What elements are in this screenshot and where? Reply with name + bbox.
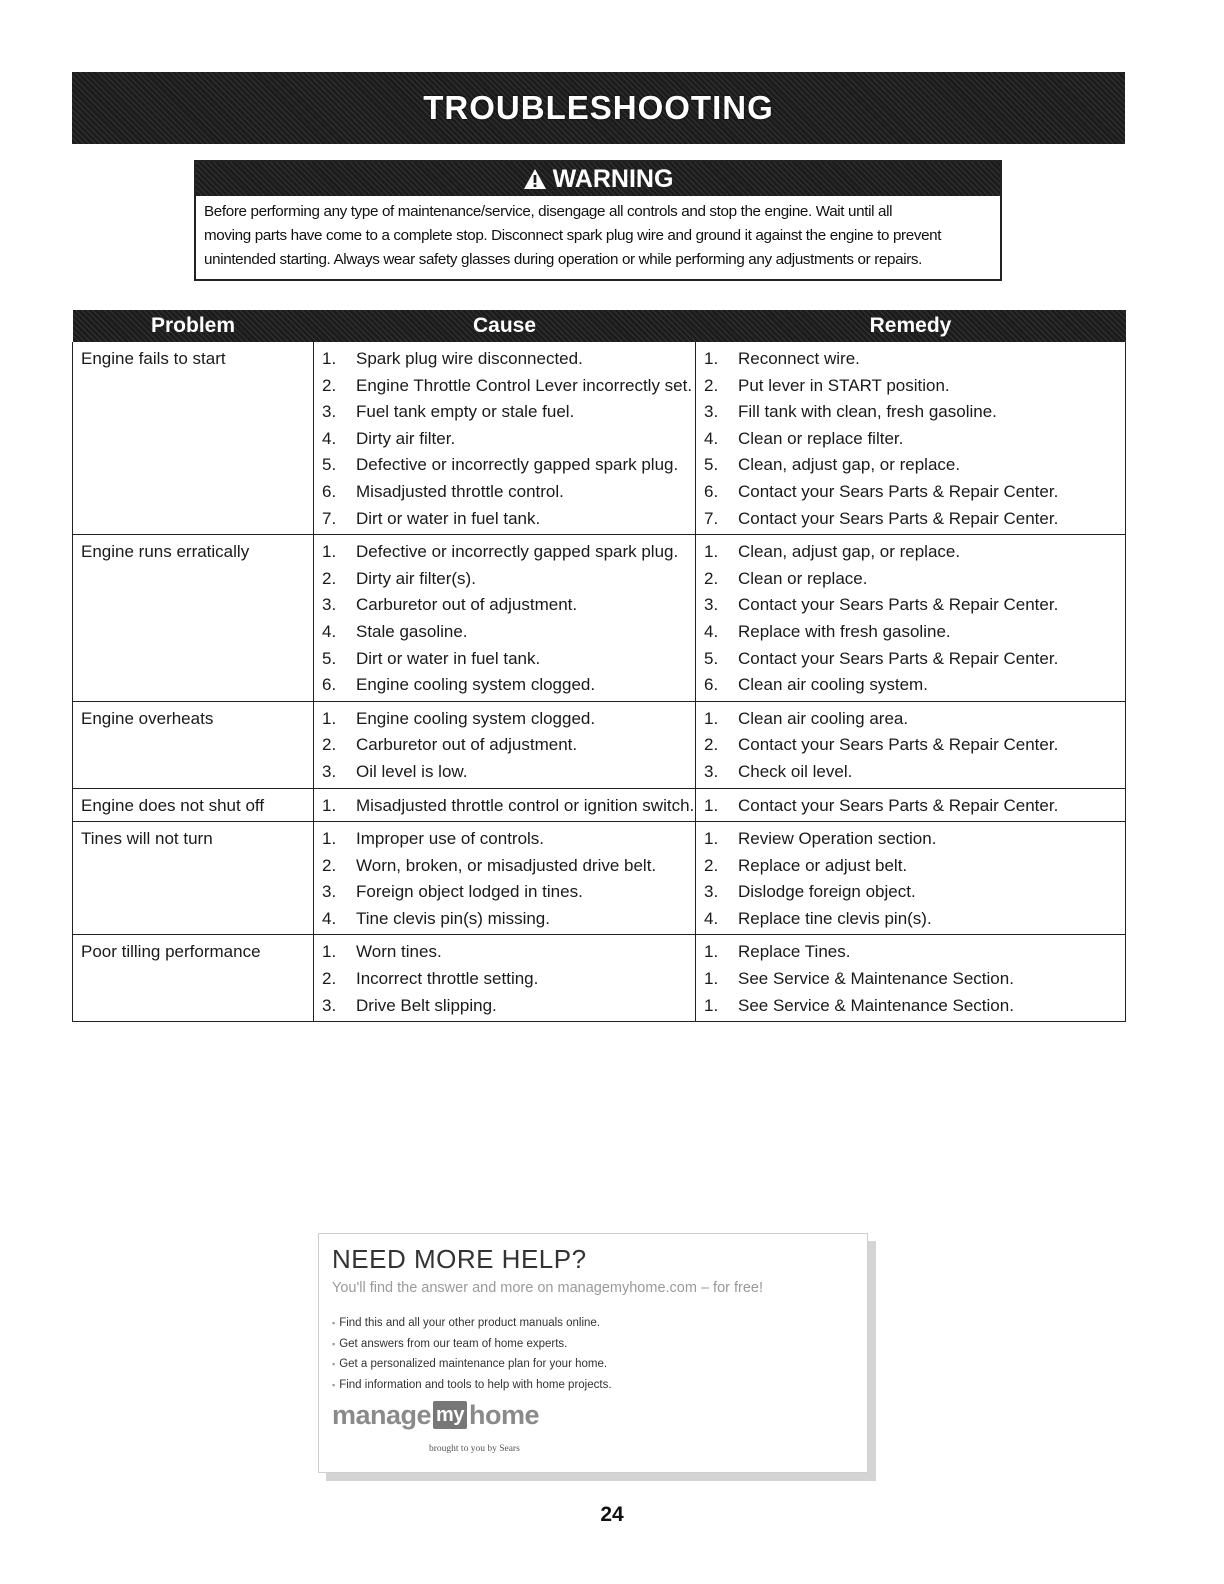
page-title: TROUBLESHOOTING (423, 89, 774, 126)
warning-box (194, 160, 1002, 281)
remedy-item (696, 906, 1125, 933)
help-subtitle: You'll find the answer and more on managemyhome.com – for free! (332, 1280, 764, 1296)
table-body (73, 342, 1126, 1022)
table-header-row (73, 310, 1126, 342)
remedy-item (696, 732, 1125, 759)
cause-number: 2. (322, 969, 337, 989)
logo-word-manage: manage (332, 1399, 432, 1430)
cause-number: 2. (322, 375, 337, 395)
cause-text: Worn, broken, or misadjusted drive belt. (356, 855, 657, 875)
troubleshooting-table (72, 310, 1126, 1022)
cause-text: Engine Throttle Control Lever incorrectly set. (356, 375, 693, 395)
problem-cell: Engine does not shut off (73, 788, 314, 822)
remedy-item (696, 539, 1125, 566)
remedy-number: 2. (704, 568, 719, 588)
remedy-number: 5. (704, 455, 719, 475)
cause-item (314, 672, 695, 699)
problem-cell: Engine overheats (73, 701, 314, 788)
warning-line: unintended starting. Always wear safety glasses during operation or while performing any adjustments or repairs. (204, 251, 923, 268)
remedy-number: 4. (704, 908, 719, 928)
warning-line: moving parts have come to a complete stop. Disconnect spark plug wire and ground it against the engine to prevent (204, 227, 942, 244)
remedy-number: 2. (704, 735, 719, 755)
header-cause: Cause (472, 314, 537, 337)
remedy-item (696, 793, 1125, 820)
cause-text: Dirt or water in fuel tank. (356, 508, 541, 528)
table-row (73, 822, 1126, 935)
remedy-text: Reconnect wire. (738, 349, 860, 368)
cause-item (314, 732, 695, 759)
cause-text: Carburetor out of adjustment. (356, 735, 578, 755)
remedy-text: Clean air cooling system. (738, 675, 928, 695)
cause-number: 1. (322, 349, 337, 368)
remedy-text: Contact your Sears Parts & Repair Center. (738, 735, 1059, 755)
cause-number: 3. (322, 761, 337, 781)
remedy-text: Replace with fresh gasoline. (738, 621, 951, 641)
cause-number: 6. (322, 481, 337, 501)
help-bullet-list (332, 1313, 612, 1395)
remedy-number: 1. (704, 542, 719, 562)
cause-cell (314, 788, 696, 822)
cause-item (314, 539, 695, 566)
cause-item (314, 399, 695, 426)
cause-item (314, 452, 695, 479)
remedy-item (696, 619, 1125, 646)
cause-item (314, 826, 695, 853)
remedy-number: 3. (704, 761, 719, 781)
logo-badge-my: my (433, 1401, 467, 1429)
remedy-item (696, 479, 1125, 506)
help-bullet: ▪ Find information and tools to help with home projects. (332, 1375, 612, 1396)
cause-item (314, 993, 695, 1020)
remedy-text: Clean air cooling area. (738, 708, 909, 728)
cause-number: 1. (322, 708, 337, 728)
cause-text: Dirty air filter. (356, 428, 456, 448)
remedy-item (696, 853, 1125, 880)
cause-cell (314, 822, 696, 935)
remedy-item (696, 646, 1125, 673)
cause-number: 5. (322, 648, 337, 668)
table-row (73, 342, 1126, 535)
cause-number: 4. (322, 621, 337, 641)
cause-number: 2. (322, 735, 337, 755)
remedy-cell (696, 822, 1126, 935)
header-remedy: Remedy (869, 314, 952, 337)
cause-cell (314, 701, 696, 788)
cause-item (314, 592, 695, 619)
remedy-text: See Service & Maintenance Section. (738, 995, 1014, 1015)
remedy-number: 2. (704, 855, 719, 875)
cause-number: 1. (322, 942, 337, 962)
cause-item (314, 906, 695, 933)
cause-text: Oil level is low. (356, 761, 468, 781)
cause-number: 4. (322, 908, 337, 928)
cause-text: Defective or incorrectly gapped spark plug. (356, 455, 679, 475)
remedy-number: 3. (704, 882, 719, 902)
remedy-number: 1. (704, 829, 719, 849)
remedy-text: Clean, adjust gap, or replace. (738, 542, 961, 562)
cause-item (314, 879, 695, 906)
cause-number: 1. (322, 795, 337, 815)
remedy-number: 1. (704, 995, 719, 1015)
cause-item (314, 346, 695, 373)
warning-triangle-icon (523, 168, 547, 190)
cause-number: 7. (322, 508, 337, 528)
cause-text: Tine clevis pin(s) missing. (356, 908, 550, 928)
cause-cell (314, 935, 696, 1022)
remedy-number: 1. (704, 942, 719, 962)
problem-cell: Engine runs erratically (73, 535, 314, 702)
remedy-text: Fill tank with clean, fresh gasoline. (738, 402, 997, 422)
remedy-number: 5. (704, 648, 719, 668)
help-bullet: ▪ Get answers from our team of home experts. (332, 1334, 612, 1355)
cause-item (314, 939, 695, 966)
cause-item (314, 373, 695, 400)
remedy-cell (696, 788, 1126, 822)
cause-cell (314, 342, 696, 535)
remedy-text: Replace tine clevis pin(s). (738, 908, 932, 928)
remedy-item (696, 346, 1125, 373)
remedy-text: Contact your Sears Parts & Repair Center. (738, 508, 1059, 528)
remedy-text: Clean or replace filter. (738, 428, 904, 448)
remedy-number: 7. (704, 508, 719, 528)
remedy-text: Check oil level. (738, 761, 853, 781)
cause-number: 3. (322, 995, 337, 1015)
remedy-cell (696, 342, 1126, 535)
problem-cell: Poor tilling performance (73, 935, 314, 1022)
cause-item (314, 479, 695, 506)
table-row (73, 788, 1126, 822)
remedy-number: 2. (704, 375, 719, 395)
remedy-item (696, 566, 1125, 593)
problem-cell: Engine fails to start (73, 342, 314, 535)
warning-header (196, 162, 1000, 196)
cause-item (314, 759, 695, 786)
cause-cell (314, 535, 696, 702)
cause-number: 3. (322, 882, 337, 902)
remedy-number: 1. (704, 795, 719, 815)
help-title: NEED MORE HELP? (332, 1244, 587, 1274)
cause-text: Carburetor out of adjustment. (356, 595, 578, 615)
remedy-number: 3. (704, 402, 719, 422)
remedy-number: 6. (704, 675, 719, 695)
page-banner (72, 72, 1125, 144)
remedy-number: 1. (704, 349, 719, 368)
remedy-item (696, 506, 1125, 533)
cause-text: Incorrect throttle setting. (356, 969, 539, 989)
cause-item (314, 426, 695, 453)
remedy-text: Replace Tines. (738, 942, 851, 962)
cause-text: Engine cooling system clogged. (356, 708, 596, 728)
remedy-item (696, 373, 1125, 400)
remedy-item (696, 426, 1125, 453)
remedy-item (696, 672, 1125, 699)
managemyhome-logo (332, 1398, 539, 1432)
cause-item (314, 566, 695, 593)
remedy-cell (696, 701, 1126, 788)
cause-text: Engine cooling system clogged. (356, 675, 596, 695)
remedy-item (696, 706, 1125, 733)
remedy-item (696, 826, 1125, 853)
remedy-cell (696, 535, 1126, 702)
remedy-number: 1. (704, 969, 719, 989)
remedy-item (696, 966, 1125, 993)
cause-text: Fuel tank empty or stale fuel. (356, 402, 575, 422)
cause-item (314, 506, 695, 533)
remedy-text: See Service & Maintenance Section. (738, 969, 1014, 989)
cause-text: Defective or incorrectly gapped spark plug. (356, 542, 679, 562)
cause-number: 2. (322, 568, 337, 588)
cause-text: Dirt or water in fuel tank. (356, 648, 541, 668)
cause-number: 4. (322, 428, 337, 448)
remedy-text: Replace or adjust belt. (738, 855, 908, 875)
remedy-cell (696, 935, 1126, 1022)
warning-line: Before performing any type of maintenance/service, disengage all controls and stop the engine. Wait until all (204, 203, 893, 220)
cause-item (314, 853, 695, 880)
cause-number: 5. (322, 455, 337, 475)
remedy-item (696, 993, 1125, 1020)
remedy-text: Contact your Sears Parts & Repair Center. (738, 481, 1059, 501)
cause-text: Worn tines. (356, 942, 442, 962)
need-more-help-box (318, 1233, 868, 1473)
remedy-number: 6. (704, 481, 719, 501)
cause-item (314, 793, 695, 820)
remedy-text: Contact your Sears Parts & Repair Center. (738, 595, 1059, 615)
remedy-text: Dislodge foreign object. (738, 882, 916, 902)
help-bullet: ▪ Find this and all your other product manuals online. (332, 1313, 612, 1334)
problem-cell: Tines will not turn (73, 822, 314, 935)
remedy-item (696, 399, 1125, 426)
table-row (73, 701, 1126, 788)
cause-text: Dirty air filter(s). (356, 568, 476, 588)
remedy-number: 4. (704, 621, 719, 641)
cause-item (314, 619, 695, 646)
cause-text: Foreign object lodged in tines. (356, 882, 583, 902)
warning-text (196, 196, 1000, 272)
help-byline: brought to you by Sears (429, 1444, 520, 1454)
cause-text: Drive Belt slipping. (356, 995, 497, 1015)
cause-text: Improper use of controls. (356, 829, 545, 849)
cause-number: 3. (322, 402, 337, 422)
remedy-number: 4. (704, 428, 719, 448)
remedy-text: Review Operation section. (738, 829, 937, 849)
cause-number: 1. (322, 829, 337, 849)
cause-item (314, 646, 695, 673)
remedy-item (696, 939, 1125, 966)
remedy-text: Clean, adjust gap, or replace. (738, 455, 961, 475)
logo-word-home: home (468, 1399, 539, 1430)
cause-number: 2. (322, 855, 337, 875)
help-bullet: ▪ Get a personalized maintenance plan for your home. (332, 1354, 612, 1375)
cause-number: 1. (322, 542, 337, 562)
remedy-text: Contact your Sears Parts & Repair Center. (738, 795, 1059, 815)
remedy-item (696, 592, 1125, 619)
remedy-text: Clean or replace. (738, 568, 868, 588)
page-number: 24 (600, 1503, 624, 1526)
cause-text: Spark plug wire disconnected. (356, 349, 583, 368)
remedy-item (696, 759, 1125, 786)
remedy-text: Contact your Sears Parts & Repair Center. (738, 648, 1059, 668)
table-row (73, 935, 1126, 1022)
cause-number: 6. (322, 675, 337, 695)
cause-text: Stale gasoline. (356, 621, 468, 641)
remedy-number: 3. (704, 595, 719, 615)
remedy-text: Put lever in START position. (738, 375, 950, 395)
remedy-item (696, 452, 1125, 479)
cause-item (314, 706, 695, 733)
cause-text: Misadjusted throttle control. (356, 481, 564, 501)
cause-number: 3. (322, 595, 337, 615)
warning-title: WARNING (552, 164, 674, 193)
cause-item (314, 966, 695, 993)
cause-text: Misadjusted throttle control or ignition switch. (356, 795, 695, 815)
table-row (73, 535, 1126, 702)
remedy-item (696, 879, 1125, 906)
remedy-number: 1. (704, 708, 719, 728)
header-problem: Problem (150, 314, 236, 337)
